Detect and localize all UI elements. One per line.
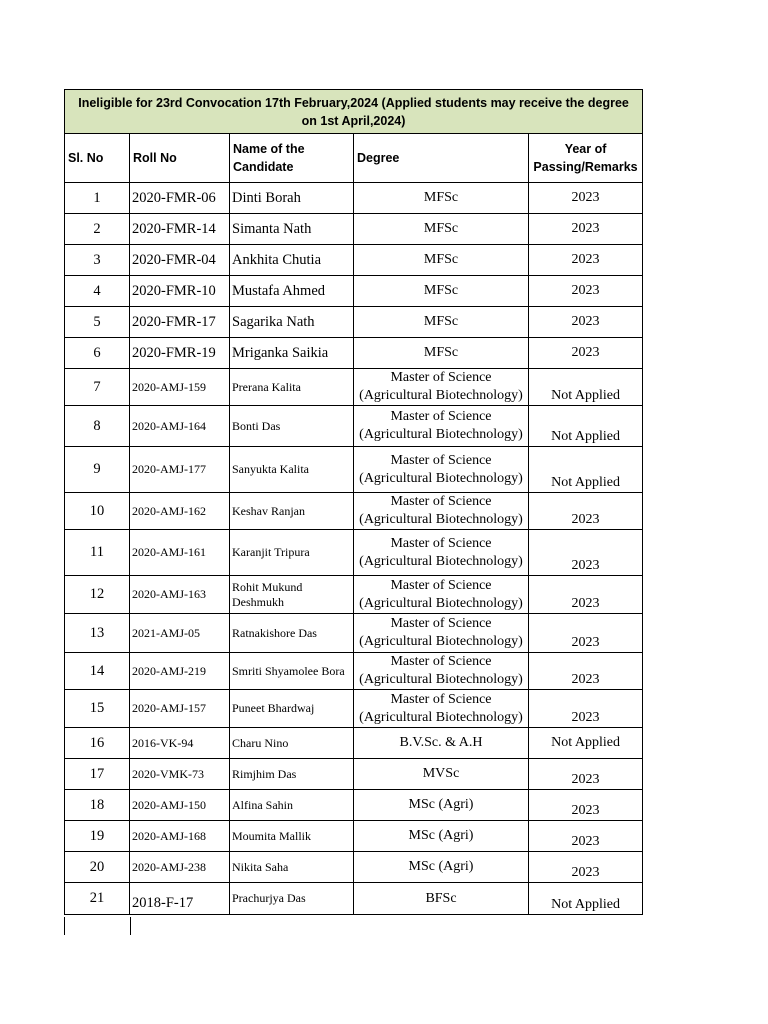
cell-sl-no: 5 <box>65 307 130 338</box>
cell-degree: Master of Science (Agricultural Biotechnology) <box>354 614 529 653</box>
cell-roll-no: 2018-F-17 <box>130 883 230 915</box>
cell-sl-no: 6 <box>65 338 130 369</box>
cell-roll-no: 2020-AMJ-163 <box>130 576 230 614</box>
cell-name: Karanjit Tripura <box>230 530 354 576</box>
cell-year: 2023 <box>529 821 643 852</box>
cell-roll-no: 2020-FMR-14 <box>130 214 230 245</box>
table-row <box>65 214 643 245</box>
table-row <box>65 852 643 883</box>
cell-sl-no: 18 <box>65 790 130 821</box>
table-row <box>65 447 643 493</box>
cell-roll-no: 2020-AMJ-238 <box>130 852 230 883</box>
cell-degree: MSc (Agri) <box>354 852 529 883</box>
cell-name: Mriganka Saikia <box>230 338 354 369</box>
table-row <box>65 338 643 369</box>
cell-roll-no: 2020-FMR-06 <box>130 183 230 214</box>
table-row <box>65 790 643 821</box>
cell-degree: MVSc <box>354 759 529 790</box>
cell-name: Alfina Sahin <box>230 790 354 821</box>
cell-year: Not Applied <box>529 883 643 915</box>
header-name: Name of the Candidate <box>230 134 354 183</box>
header-degree: Degree <box>354 134 529 183</box>
table-row <box>65 406 643 447</box>
cell-name: Smriti Shyamolee Bora <box>230 653 354 690</box>
table-row <box>65 369 643 406</box>
cell-roll-no: 2020-AMJ-150 <box>130 790 230 821</box>
spreadsheet <box>64 89 642 915</box>
table-row <box>65 614 643 653</box>
cell-sl-no: 17 <box>65 759 130 790</box>
cell-year: Not Applied <box>529 406 643 447</box>
cell-year: Not Applied <box>529 369 643 406</box>
cell-name: Nikita Saha <box>230 852 354 883</box>
cell-year: Not Applied <box>529 447 643 493</box>
cell-year: 2023 <box>529 307 643 338</box>
cell-name: Charu Nino <box>230 728 354 759</box>
cell-degree: MFSc <box>354 214 529 245</box>
cell-roll-no: 2020-AMJ-157 <box>130 690 230 728</box>
cell-degree: BFSc <box>354 883 529 915</box>
cell-roll-no: 2020-FMR-10 <box>130 276 230 307</box>
cell-roll-no: 2020-AMJ-161 <box>130 530 230 576</box>
cell-degree: Master of Science (Agricultural Biotechnology) <box>354 653 529 690</box>
table-row <box>65 576 643 614</box>
cell-sl-no: 7 <box>65 369 130 406</box>
table-row <box>65 821 643 852</box>
table-row <box>65 530 643 576</box>
cell-sl-no: 21 <box>65 883 130 915</box>
cell-year: 2023 <box>529 530 643 576</box>
cell-degree: MFSc <box>354 276 529 307</box>
cell-sl-no: 15 <box>65 690 130 728</box>
header-sl-no: Sl. No <box>65 134 130 183</box>
cell-name: Prachurjya Das <box>230 883 354 915</box>
cell-year: 2023 <box>529 576 643 614</box>
cell-roll-no: 2020-AMJ-159 <box>130 369 230 406</box>
table-body <box>65 183 643 915</box>
cell-degree: Master of Science (Agricultural Biotechnology) <box>354 530 529 576</box>
cell-sl-no: 14 <box>65 653 130 690</box>
cell-name: Simanta Nath <box>230 214 354 245</box>
table-row <box>65 690 643 728</box>
cell-sl-no: 4 <box>65 276 130 307</box>
table-row <box>65 728 643 759</box>
header-year: Year of Passing/Remarks <box>529 134 643 183</box>
cell-year: 2023 <box>529 214 643 245</box>
table-row <box>65 493 643 530</box>
cell-roll-no: 2020-AMJ-168 <box>130 821 230 852</box>
cell-name: Puneet Bhardwaj <box>230 690 354 728</box>
header-roll-no: Roll No <box>130 134 230 183</box>
cell-name: Keshav Ranjan <box>230 493 354 530</box>
cell-year: 2023 <box>529 852 643 883</box>
cell-name: Mustafa Ahmed <box>230 276 354 307</box>
cell-roll-no: 2021-AMJ-05 <box>130 614 230 653</box>
cell-year: 2023 <box>529 790 643 821</box>
table-row <box>65 759 643 790</box>
cell-degree: MFSc <box>354 338 529 369</box>
cell-name: Rimjhim Das <box>230 759 354 790</box>
table-row <box>65 183 643 214</box>
cell-roll-no: 2016-VK-94 <box>130 728 230 759</box>
cell-degree: Master of Science (Agricultural Biotechnology) <box>354 576 529 614</box>
cell-name: Bonti Das <box>230 406 354 447</box>
empty-cell-border <box>64 917 131 935</box>
cell-year: 2023 <box>529 690 643 728</box>
cell-name: Sanyukta Kalita <box>230 447 354 493</box>
cell-sl-no: 9 <box>65 447 130 493</box>
cell-sl-no: 8 <box>65 406 130 447</box>
cell-degree: Master of Science (Agricultural Biotechnology) <box>354 406 529 447</box>
cell-degree: MSc (Agri) <box>354 790 529 821</box>
cell-roll-no: 2020-FMR-04 <box>130 245 230 276</box>
cell-year: 2023 <box>529 759 643 790</box>
cell-name: Dinti Borah <box>230 183 354 214</box>
cell-degree: MFSc <box>354 183 529 214</box>
cell-sl-no: 19 <box>65 821 130 852</box>
table-row <box>65 653 643 690</box>
cell-sl-no: 2 <box>65 214 130 245</box>
cell-year: 2023 <box>529 276 643 307</box>
cell-sl-no: 16 <box>65 728 130 759</box>
cell-sl-no: 11 <box>65 530 130 576</box>
table-row <box>65 276 643 307</box>
cell-roll-no: 2020-AMJ-177 <box>130 447 230 493</box>
cell-name: Rohit Mukund Deshmukh <box>230 576 354 614</box>
cell-name: Moumita Mallik <box>230 821 354 852</box>
cell-year: 2023 <box>529 614 643 653</box>
cell-sl-no: 1 <box>65 183 130 214</box>
cell-degree: B.V.Sc. & A.H <box>354 728 529 759</box>
cell-sl-no: 12 <box>65 576 130 614</box>
cell-sl-no: 10 <box>65 493 130 530</box>
cell-sl-no: 20 <box>65 852 130 883</box>
ineligible-students-table <box>64 89 643 915</box>
cell-degree: MSc (Agri) <box>354 821 529 852</box>
cell-roll-no: 2020-AMJ-162 <box>130 493 230 530</box>
cell-degree: Master of Science (Agricultural Biotechnology) <box>354 369 529 406</box>
cell-name: Prerana Kalita <box>230 369 354 406</box>
cell-degree: Master of Science (Agricultural Biotechnology) <box>354 493 529 530</box>
cell-name: Ankhita Chutia <box>230 245 354 276</box>
cell-year: 2023 <box>529 653 643 690</box>
cell-roll-no: 2020-AMJ-164 <box>130 406 230 447</box>
cell-sl-no: 13 <box>65 614 130 653</box>
table-row <box>65 245 643 276</box>
cell-name: Sagarika Nath <box>230 307 354 338</box>
cell-name: Ratnakishore Das <box>230 614 354 653</box>
cell-roll-no: 2020-FMR-17 <box>130 307 230 338</box>
cell-roll-no: 2020-VMK-73 <box>130 759 230 790</box>
cell-degree: MFSc <box>354 245 529 276</box>
cell-year: Not Applied <box>529 728 643 759</box>
cell-degree: Master of Science (Agricultural Biotechnology) <box>354 447 529 493</box>
table-row <box>65 307 643 338</box>
table-row <box>65 883 643 915</box>
cell-year: 2023 <box>529 493 643 530</box>
cell-degree: Master of Science (Agricultural Biotechnology) <box>354 690 529 728</box>
cell-degree: MFSc <box>354 307 529 338</box>
cell-year: 2023 <box>529 183 643 214</box>
cell-year: 2023 <box>529 245 643 276</box>
cell-sl-no: 3 <box>65 245 130 276</box>
cell-roll-no: 2020-FMR-19 <box>130 338 230 369</box>
cell-year: 2023 <box>529 338 643 369</box>
cell-roll-no: 2020-AMJ-219 <box>130 653 230 690</box>
table-title: Ineligible for 23rd Convocation 17th February,2024 (Applied students may receive the degree on 1st April,2024) <box>65 90 643 134</box>
